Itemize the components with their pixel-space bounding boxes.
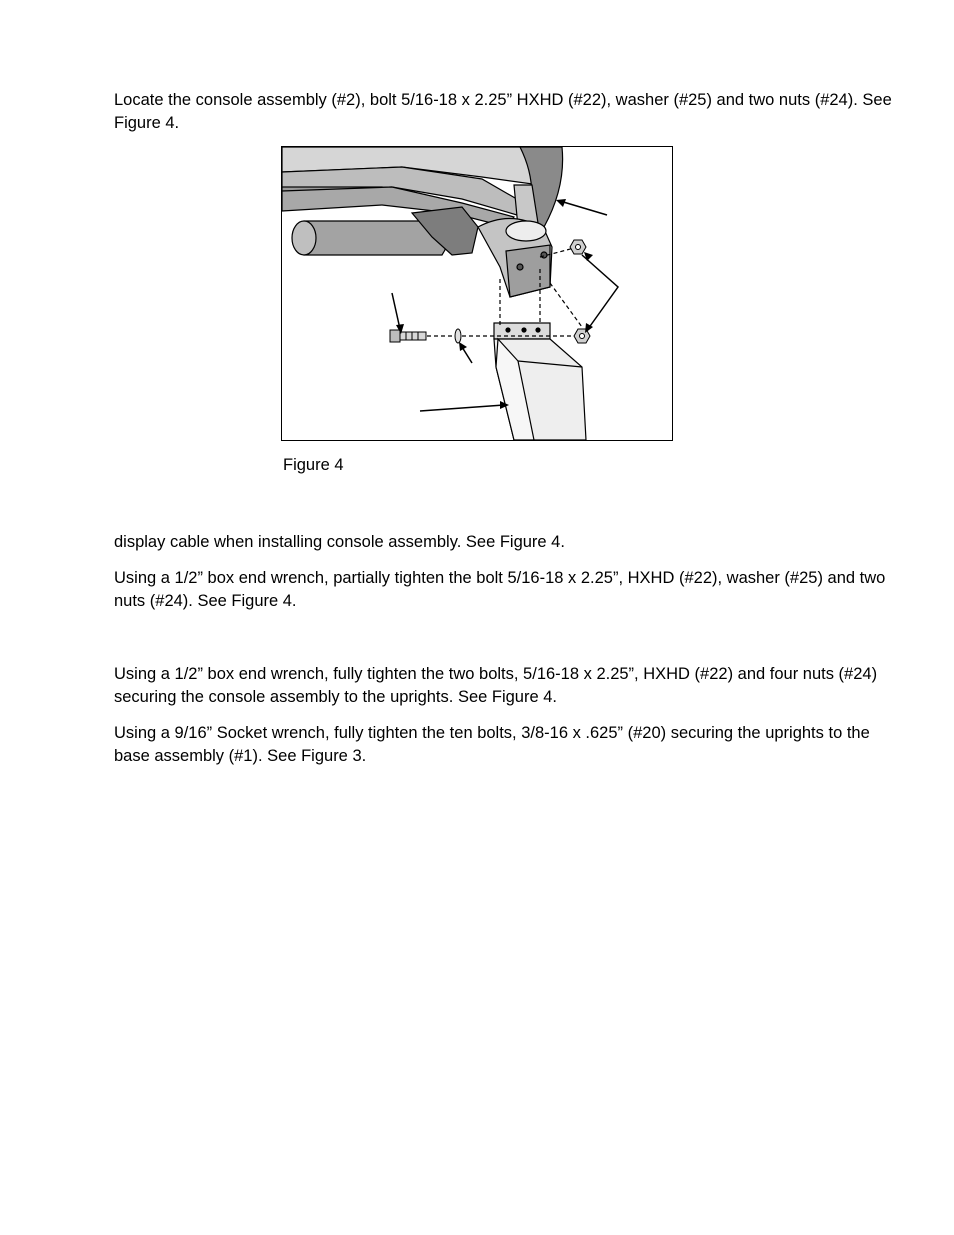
instruction-full-tighten-console: Using a 1/2” box end wrench, fully tighten the two bolts, 5/16-18 x 2.25”, HXHD (#22) and four nuts (#24) securing the console assembly to the uprights. See Figure 4. [114, 665, 878, 706]
instruction-full-tighten-base: Using a 9/16” Socket wrench, fully tighten the ten bolts, 3/8-16 x .625” (#20) securing the uprights to the base assembly (#1). See Figure 3. [114, 724, 870, 765]
instruction-locate-parts: Locate the console assembly (#2), bolt 5/16-18 x 2.25” HXHD (#22), washer (#25) and two nuts (#24). See Figure 4. [114, 91, 892, 132]
console-assembly-drawing [282, 147, 563, 297]
figure-caption: Figure 4 [283, 456, 344, 474]
instruction-display-cable: display cable when installing console assembly. See Figure 4. [114, 533, 565, 551]
bolt-drawing [390, 330, 426, 342]
washer-drawing [455, 329, 461, 343]
figure-4-illustration [281, 146, 673, 441]
instruction-partial-tighten: Using a 1/2” box end wrench, partially tighten the bolt 5/16-18 x 2.25”, HXHD (#22), washer (#25) and two nuts (#24). See Figure 4. [114, 569, 886, 610]
upright-drawing [494, 323, 586, 440]
